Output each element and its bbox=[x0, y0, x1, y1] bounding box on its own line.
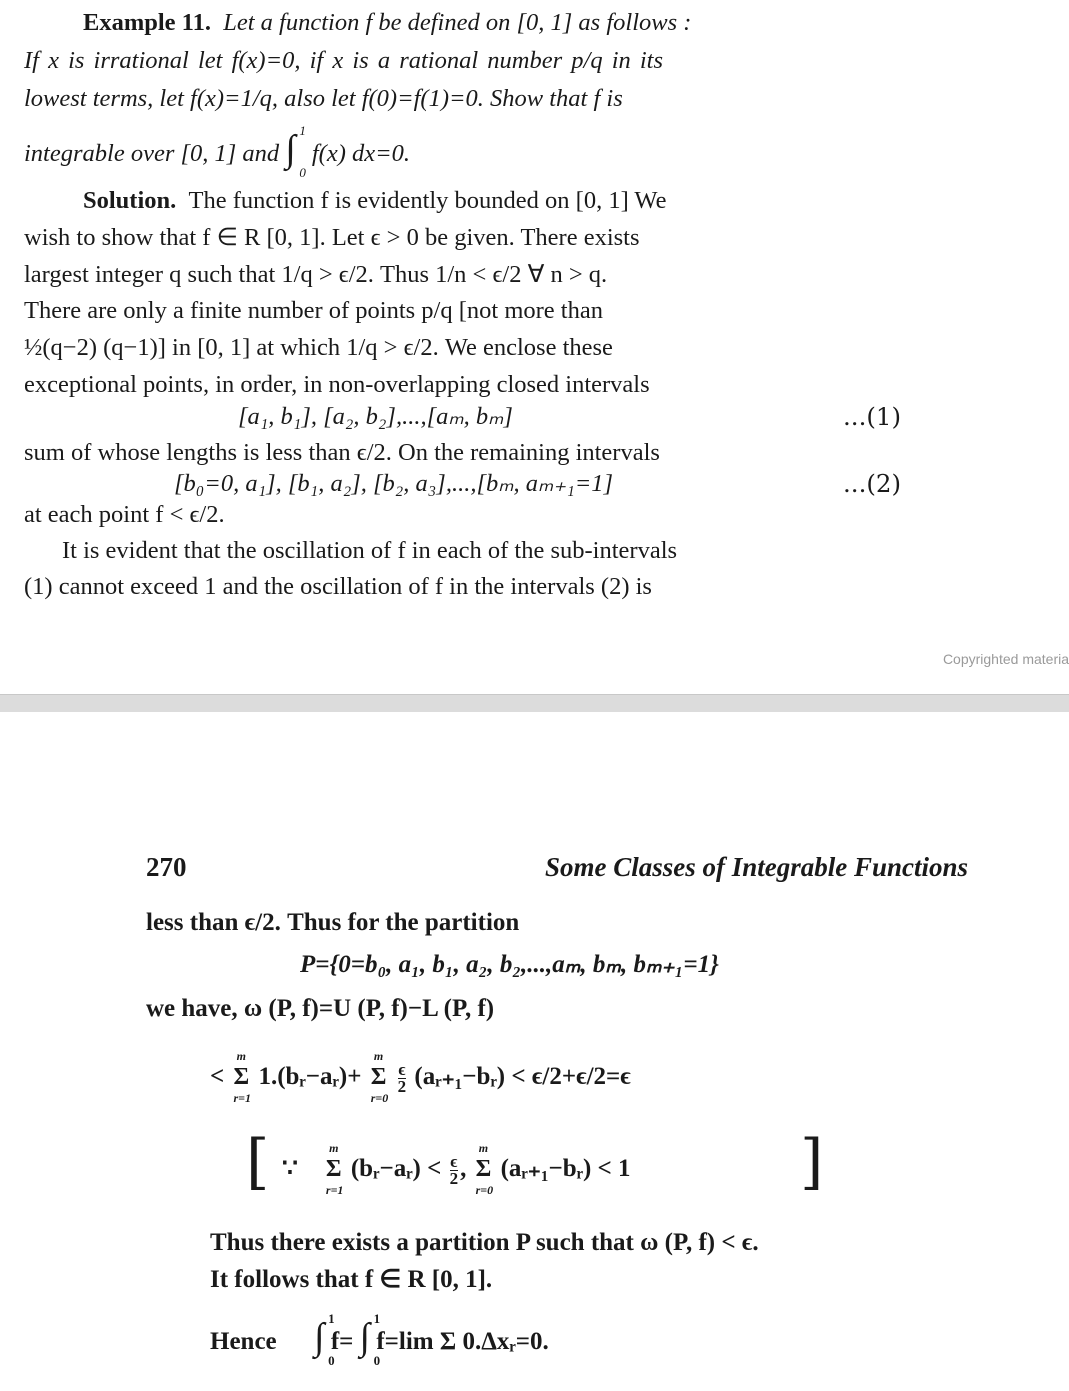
solution-line-11: It is evident that the oscillation of f in each of the sub-intervals bbox=[62, 537, 678, 564]
sigma-sum-3: Σ m r=1 bbox=[325, 1141, 344, 1198]
sigma-sum-4: Σ m r=0 bbox=[475, 1141, 494, 1198]
interval-list-1: [a₁, b₁], [a₂, b₂],...,[aₘ, bₘ] bbox=[238, 403, 513, 430]
inequality-line: < Σ m r=1 1.(bᵣ−aᵣ)+ Σ m r=0 $\frac{\epsilon}{2}$ (aᵣ₊₁−bᵣ) < ϵ/2+ϵ/2=ϵ bbox=[210, 1049, 631, 1106]
integral-sign-2: ∫ 1 0 bbox=[359, 1311, 381, 1368]
solution-line-3: largest integer q such that 1/q > ϵ/2. Thus 1/n < ϵ/2 ∀ n > q. bbox=[24, 261, 608, 288]
right-bracket: ] bbox=[800, 1127, 824, 1197]
example-line-4: integrable over [0, 1] and ∫ 1 0 f(x) dx=0. bbox=[24, 123, 411, 180]
integral-sign-1: ∫ 1 0 bbox=[314, 1311, 335, 1368]
integral-sign: ∫ 1 0 bbox=[285, 123, 306, 180]
because-line: ∵ Σ m r=1 (bᵣ−aᵣ) < $\frac{\epsilon}{2}$ , Σ m r=0 (aᵣ₊₁−bᵣ) < 1 bbox=[282, 1141, 631, 1198]
solution-line-12: (1) cannot exceed 1 and the oscillation of f in the intervals (2) is bbox=[24, 573, 652, 600]
copyright-notice: Copyrighted materia bbox=[942, 651, 1069, 667]
interval-list-2: [b₀=0, a₁], [b₁, a₂], [b₂, a₃],...,[bₘ, aₘ₊₁=1] bbox=[174, 470, 614, 497]
page-number: 270 bbox=[146, 852, 187, 882]
solution-line-4: There are only a finite number of points p/q [not more than bbox=[24, 297, 603, 324]
oscillation-line: we have, ω (P, f)=U (P, f)−L (P, f) bbox=[146, 995, 495, 1022]
page-bottom bbox=[0, 712, 1069, 1391]
running-head: Some Classes of Integrable Functions bbox=[545, 852, 969, 882]
text-line-1: less than ϵ/2. Thus for the partition bbox=[146, 909, 520, 936]
page-top bbox=[0, 0, 1069, 694]
conclusion-line-2: It follows that f ∈ R [0, 1]. bbox=[210, 1266, 493, 1293]
page-separator bbox=[0, 694, 1069, 713]
solution-label: Solution. bbox=[83, 187, 177, 214]
solution-line-10: at each point f < ϵ/2. bbox=[24, 501, 225, 528]
example-line-3: lowest terms, let f(x)=1/q, also let f(0)=f(1)=0. Show that f is bbox=[24, 85, 623, 112]
left-bracket: [ bbox=[246, 1127, 270, 1197]
example-line-1: Example 11. Let a function f be defined on [0, 1] as follows : bbox=[83, 9, 692, 36]
hence-line: Hence ∫ 1 0 f= ∫ 1 0 f=lim Σ 0.Δxᵣ=0. bbox=[210, 1311, 549, 1368]
fraction-eps-over-2: $\frac{\epsilon}{2}$ bbox=[397, 1060, 407, 1096]
sigma-sum-2: Σ m r=0 bbox=[370, 1049, 389, 1106]
solution-line-2: wish to show that f ∈ R [0, 1]. Let ϵ > 0 be given. There exists bbox=[24, 224, 640, 251]
solution-line-6: exceptional points, in order, in non-overlapping closed intervals bbox=[24, 371, 650, 398]
example-line-2: If x is irrational let f(x)=0, if x is a rational number p/q in its bbox=[24, 47, 664, 74]
solution-line-1: Solution. The function f is evidently bounded on [0, 1] We bbox=[83, 187, 667, 214]
equation-number-2: ...(2) bbox=[843, 469, 902, 498]
fraction-eps-over-2-b: $\frac{\epsilon}{2}$ bbox=[449, 1152, 459, 1188]
example-label: Example 11. bbox=[83, 9, 211, 36]
solution-line-8: sum of whose lengths is less than ϵ/2. On the remaining intervals bbox=[24, 439, 660, 466]
conclusion-line-1: Thus there exists a partition P such that ω (P, f) < ϵ. bbox=[210, 1229, 759, 1256]
equation-number-1: ...(1) bbox=[843, 402, 902, 431]
sigma-sum-1: Σ m r=1 bbox=[233, 1049, 252, 1106]
solution-line-5: ½(q−2) (q−1)] in [0, 1] at which 1/q > ϵ/2. We enclose these bbox=[24, 334, 613, 361]
partition-equation: P={0=b₀, a₁, b₁, a₂, b₂,...,aₘ, bₘ, bₘ₊₁=1} bbox=[300, 951, 719, 978]
